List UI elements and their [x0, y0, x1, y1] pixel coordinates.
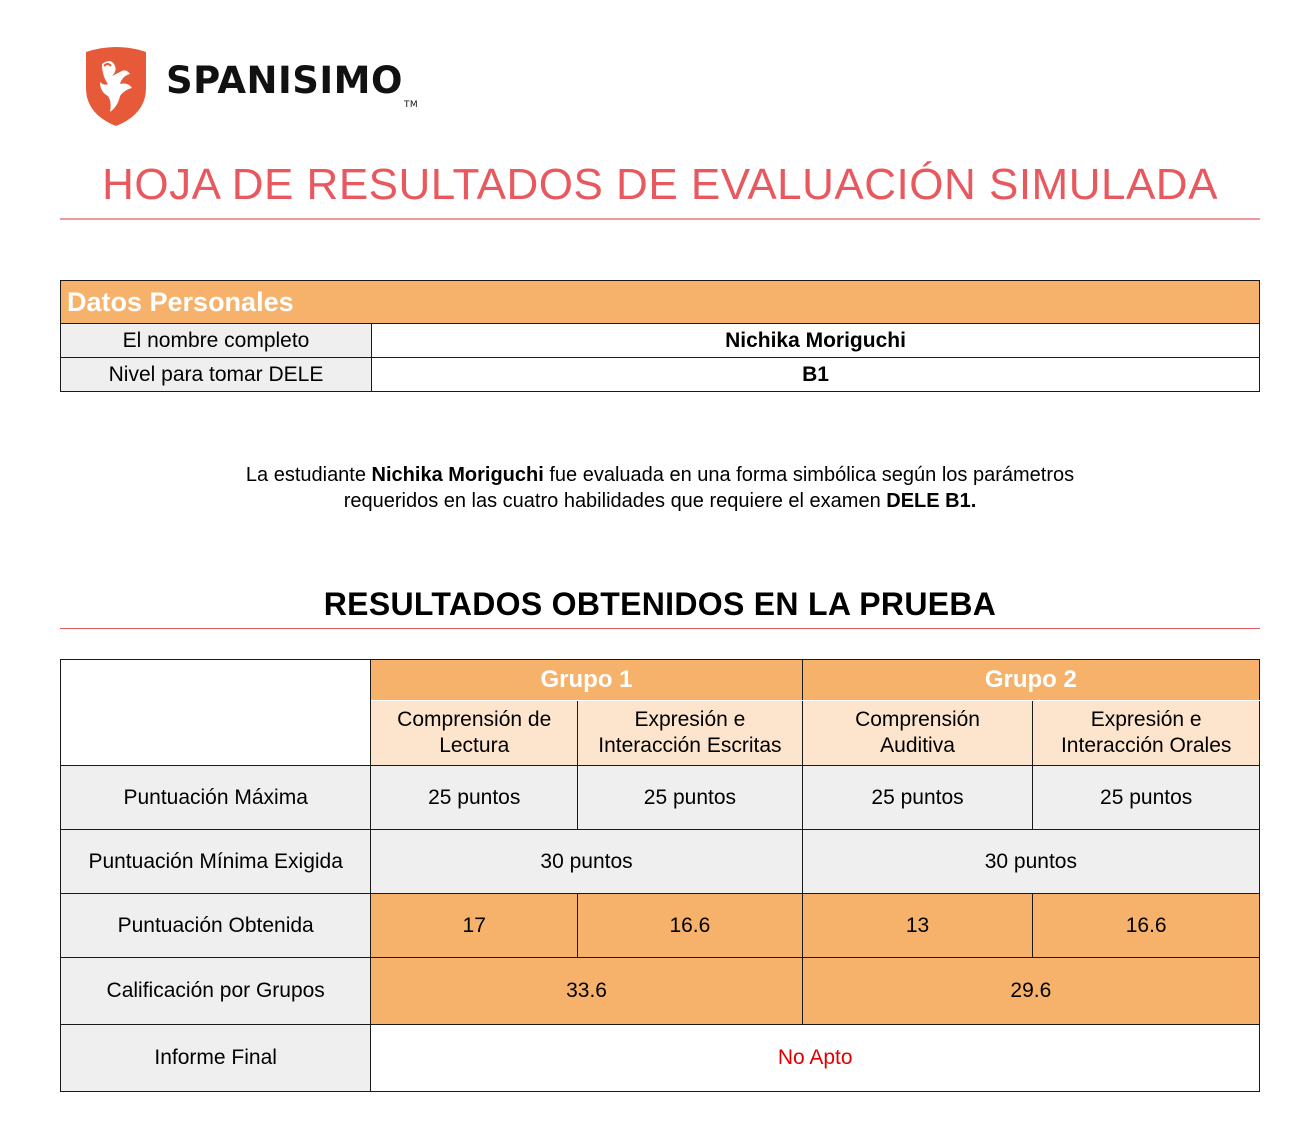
group-2-grade: 29.6 [802, 958, 1259, 1025]
max-score-writing: 25 puntos [578, 766, 803, 830]
table-row [61, 324, 1260, 358]
skill-reading-header: Comprensión de Lectura [371, 701, 578, 766]
group-grade-label: Calificación por Grupos [61, 958, 371, 1025]
title-divider [60, 218, 1260, 220]
skill-listening-header: Comprensión Auditiva [802, 701, 1033, 766]
max-score-speaking: 25 puntos [1033, 766, 1260, 830]
dele-level-label: Nivel para tomar DELE [61, 358, 372, 392]
personal-data-table [60, 280, 1260, 392]
dele-level-value: B1 [372, 358, 1260, 392]
obtained-score-listening: 13 [802, 894, 1033, 958]
table-row [61, 766, 1260, 830]
table-row [61, 830, 1260, 894]
min-score-group-1: 30 puntos [371, 830, 802, 894]
max-score-reading: 25 puntos [371, 766, 578, 830]
obtained-score-writing: 16.6 [578, 894, 803, 958]
skill-speaking-header: Expresión e Interacción Orales [1033, 701, 1260, 766]
brand-name: $SPANISIMO_{TM}$ [166, 58, 419, 110]
results-table [60, 659, 1260, 1092]
results-corner-cell [61, 660, 371, 766]
results-divider [60, 628, 1260, 629]
table-row [61, 358, 1260, 392]
spanisimo-logo-icon [80, 42, 152, 126]
skill-writing-header: Expresión e Interacción Escritas [578, 701, 803, 766]
final-report-value: No Apto [371, 1025, 1260, 1092]
full-name-value: Nichika Moriguchi [372, 324, 1260, 358]
min-score-label: Puntuación Mínima Exigida [61, 830, 371, 894]
table-row [61, 1025, 1260, 1092]
intro-text: La estudiante Nichika Moriguchi fue evaluada en una forma simbólica según los parámetros requeridos en las cuatro habilidades que requiere el examen DELE B1. [245, 464, 1075, 512]
table-row [61, 958, 1260, 1025]
min-score-group-2: 30 puntos [802, 830, 1259, 894]
group-1-header: Grupo 1 [371, 660, 802, 701]
obtained-score-speaking: 16.6 [1033, 894, 1260, 958]
group-2-header: Grupo 2 [802, 660, 1259, 701]
personal-data-header: Datos Personales [61, 281, 1260, 324]
student-name: Nichika Moriguchi [371, 464, 544, 486]
max-score-label: Puntuación Máxima [61, 766, 371, 830]
results-title: RESULTADOS OBTENIDOS EN LA PRUEBA [323, 586, 997, 622]
max-score-listening: 25 puntos [802, 766, 1033, 830]
page-title: HOJA DE RESULTADOS DE EVALUACIÓN SIMULADA [102, 160, 1218, 209]
group-1-grade: 33.6 [371, 958, 802, 1025]
obtained-score-label: Puntuación Obtenida [61, 894, 371, 958]
brand-logo [80, 42, 418, 126]
full-name-label: El nombre completo [61, 324, 372, 358]
table-row [61, 894, 1260, 958]
final-report-label: Informe Final [61, 1025, 371, 1092]
obtained-score-reading: 17 [371, 894, 578, 958]
exam-name: DELE B1. [886, 490, 977, 512]
